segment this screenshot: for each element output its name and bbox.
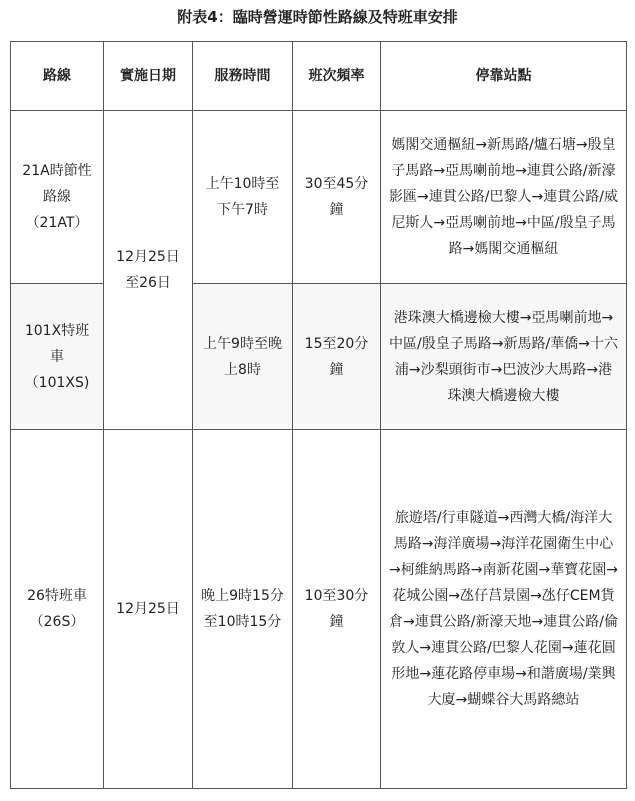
route-cell: 26特班車（26S） [11, 430, 104, 789]
stops-cell: 媽閣交通樞紐→新馬路/爐石塘→殷皇子馬路→亞馬喇前地→連貫公路/新濠影匯→連貫公路/巴黎人→連貫公路/威尼斯人→亞馬喇前地→中區/殷皇子馬路→媽閣交通樞紐 [381, 111, 627, 284]
header-stops: 停靠站點 [381, 42, 627, 111]
header-row [11, 42, 627, 111]
header-date: 實施日期 [104, 42, 193, 111]
stops-cell: 旅遊塔/行車隧道→西灣大橋/海洋大馬路→海洋廣場→海洋花園衛生中心→柯維納馬路→南新花園→華寶花園→花城公園→氹仔莒景園→氹仔CEM貨倉→連貫公路/新濠天地→連貫公路/倫敦人→連貫公路/巴黎人花園→蓮花圓形地→蓮花路停車場→和諧廣場/業興大廈→蝴蝶谷大馬路總站 [381, 430, 627, 789]
date-cell: 12月25日至26日 [104, 111, 193, 430]
hours-cell: 上午10時至下午7時 [193, 111, 293, 284]
frequency-cell: 15至20分鐘 [293, 284, 381, 430]
date-cell: 12月25日 [104, 430, 193, 789]
table-row [11, 430, 627, 789]
bus-schedule-table [10, 41, 627, 789]
table-caption: 附表4：臨時營運時節性路線及特班車安排 [177, 8, 458, 26]
header-frequency: 班次頻率 [293, 42, 381, 111]
route-cell: 101X特班車（101XS) [11, 284, 104, 430]
frequency-cell: 30至45分鐘 [293, 111, 381, 284]
route-cell: 21A時節性路線（21AT） [11, 111, 104, 284]
table-row [11, 111, 627, 284]
hours-cell: 上午9時至晚上8時 [193, 284, 293, 430]
table-row [11, 284, 627, 430]
stops-cell: 港珠澳大橋邊檢大樓→亞馬喇前地→中區/殷皇子馬路→新馬路/華僑→十六浦→沙梨頭街市→巴波沙大馬路→港珠澳大橋邊檢大樓 [381, 284, 627, 430]
header-hours: 服務時間 [193, 42, 293, 111]
header-route: 路線 [11, 42, 104, 111]
frequency-cell: 10至30分鐘 [293, 430, 381, 789]
hours-cell: 晚上9時15分至10時15分 [193, 430, 293, 789]
